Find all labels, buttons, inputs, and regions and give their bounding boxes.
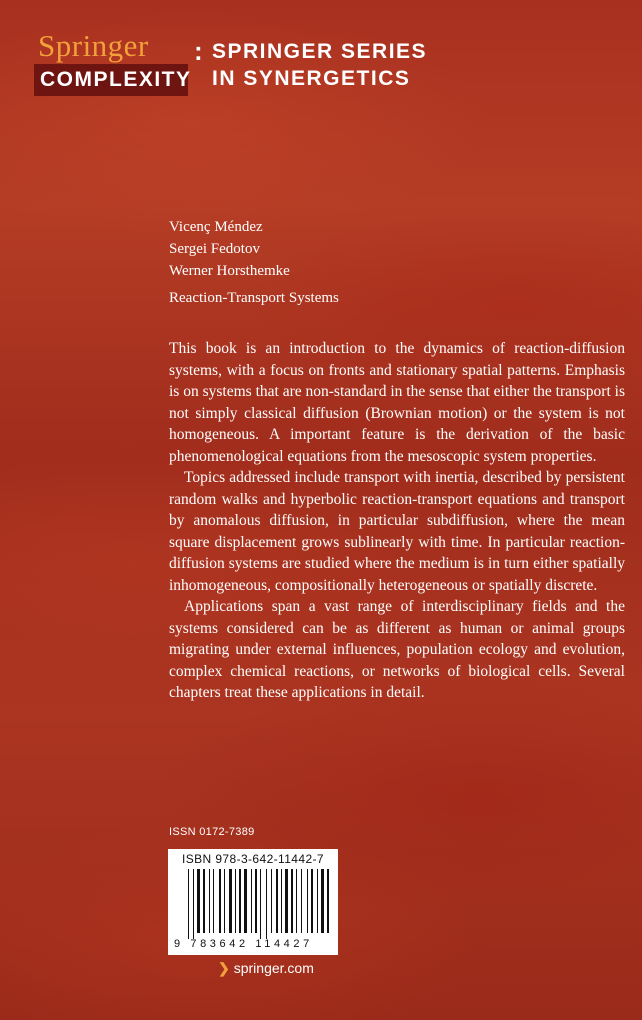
book-title: Reaction-Transport Systems — [169, 290, 339, 306]
barcode-bar — [235, 869, 236, 933]
isbn-number: ISBN 978-3-642-11442-7 — [182, 852, 324, 866]
series-title — [212, 38, 427, 92]
springer-complexity-logo — [34, 28, 192, 96]
barcode-bar — [213, 869, 214, 933]
barcode-bar — [271, 869, 272, 933]
springer-url-text: springer.com — [233, 960, 314, 976]
series-title-line-2: IN SYNERGETICS — [212, 67, 411, 90]
barcode-bar — [251, 869, 252, 933]
author-name: Werner Horsthemke — [169, 263, 290, 279]
barcode-bar — [266, 869, 267, 939]
barcode-bar — [224, 869, 225, 933]
logo-complexity-text: COMPLEXITY — [40, 68, 192, 91]
barcode-bar — [321, 869, 324, 933]
barcode-bar — [327, 869, 329, 933]
barcode-bar — [219, 869, 221, 933]
logo-complexity-box — [34, 64, 192, 96]
barcode-bar — [291, 869, 293, 933]
barcode-bar — [244, 869, 247, 933]
barcode-bar — [260, 869, 261, 939]
barcode-bar — [193, 869, 194, 939]
springer-url — [218, 960, 314, 977]
barcode-bar — [209, 869, 210, 933]
barcode-bar — [301, 869, 302, 933]
barcode-bar — [276, 869, 278, 933]
barcode-bar — [296, 869, 297, 933]
series-title-line-1: SPRINGER SERIES — [212, 40, 428, 63]
isbn-barcode — [168, 849, 338, 955]
barcode-bar — [317, 869, 318, 933]
barcode-bar — [229, 869, 232, 933]
logo-springer-text: Springer — [38, 28, 149, 63]
chevron-right-icon: ❯ — [218, 960, 230, 976]
author-name: Vicenç Méndez — [169, 219, 263, 235]
book-description — [169, 338, 625, 704]
barcode-bar — [307, 869, 308, 933]
barcode-bar — [255, 869, 257, 933]
author-list — [169, 216, 290, 282]
series-colon: : — [194, 36, 203, 66]
barcode-bar — [311, 869, 313, 933]
barcode-bar — [188, 869, 189, 939]
description-paragraph: This book is an introduction to the dynamics of reaction-diffusion systems, with a focus on fronts and stationary spatial patterns. Emphasis is on systems that are non-standard in the sense that either the transport is not simply classical diffusion (Brownian motion) or the system is not homogeneous. A important feature is the derivation of the basic phenomenological equations from the mesoscopic system properties. — [169, 340, 625, 465]
description-paragraph: Topics addressed include transport with inertia, described by persistent random walks and hyperbolic reaction-transport equations and transport by anomalous diffusion, in particular subdiffusion, where the mean square displacement grows sublinearly with time. In particular reaction-diffusion systems are studied where the medium is in turn either spatially inhomogeneous, compositionally heterogeneous or spatially discrete. — [169, 469, 625, 594]
barcode-digits: 9 783642 114427 — [174, 938, 313, 950]
issn-label: ISSN 0172-7389 — [169, 826, 255, 838]
barcode-bar — [285, 869, 288, 933]
description-paragraph: Applications span a vast range of interdisciplinary fields and the systems considered can be as different as human or animal groups migrating under external influences, population ecology and evolution, complex chemical reactions, or networks of biological cells. Several chapters treat these applications in detail. — [169, 598, 625, 701]
barcode-bar — [281, 869, 282, 933]
author-name: Sergei Fedotov — [169, 241, 260, 257]
barcode-bar — [239, 869, 241, 933]
barcode-bar — [203, 869, 205, 933]
barcode-bar — [197, 869, 200, 933]
